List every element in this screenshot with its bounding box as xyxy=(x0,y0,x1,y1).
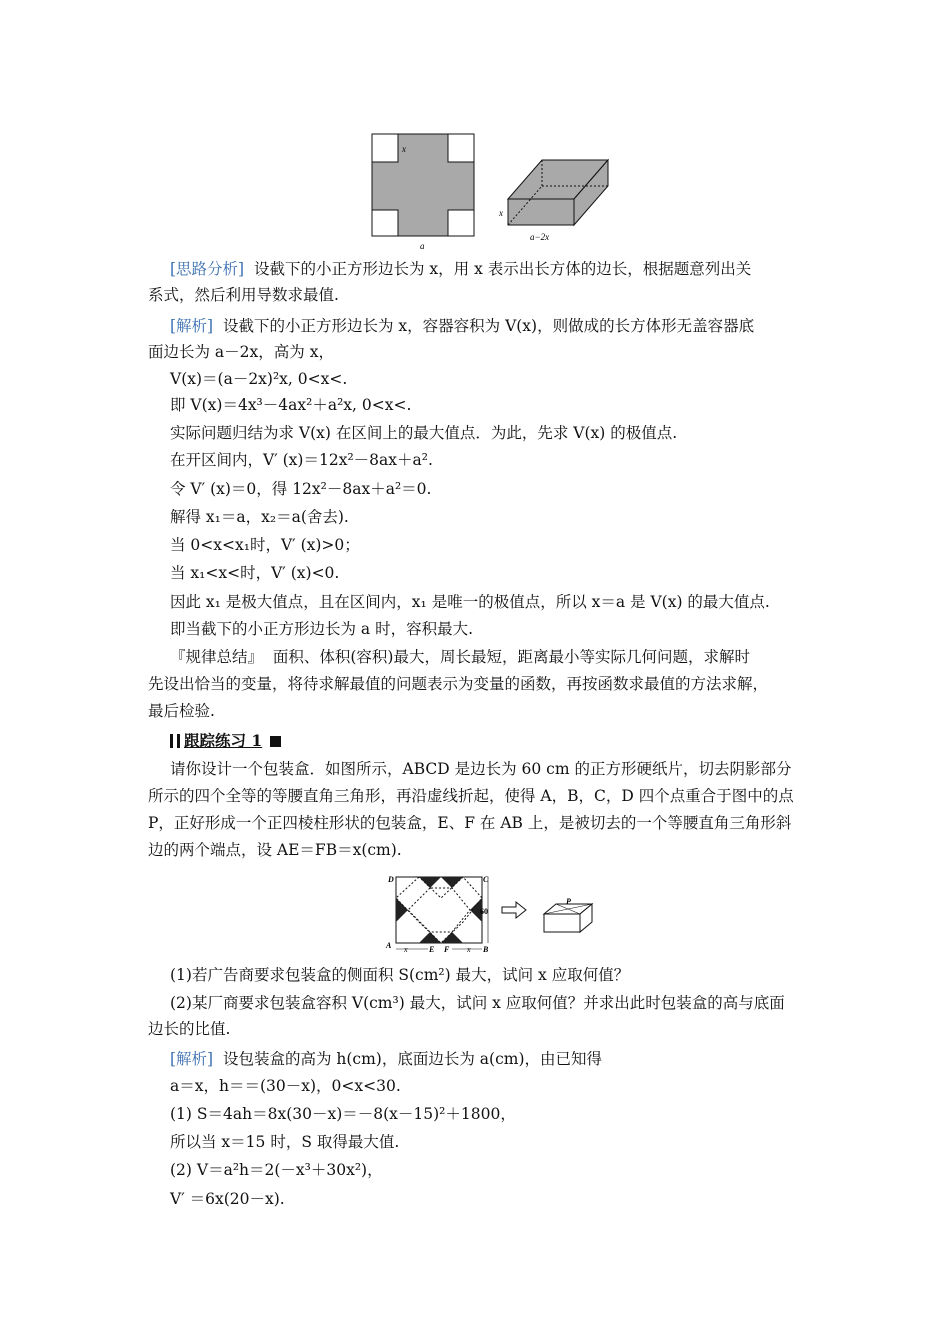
solution1-text-1: 设截下的小正方形边长为 x，容器容积为 V(x)，则做成的长方体形无盖容器底 xyxy=(222,317,755,335)
sheet-square xyxy=(385,875,489,954)
label-P: P xyxy=(566,897,571,906)
label-box-height: x xyxy=(499,208,503,218)
solution1-line-3: 实际问题归结为求 V(x) 在区间上的最大值点．为此，先求 V(x) 的极值点. xyxy=(170,424,678,442)
summary-line-2: 先设出恰当的变量，将待求解最值的问题表示为变量的函数，再按函数求最值的方法求解， xyxy=(148,675,769,693)
solution1-line-1 xyxy=(170,314,820,338)
analysis-line-1 xyxy=(170,257,820,281)
summary-line-3: 最后检验. xyxy=(148,702,215,720)
solution1-line-6: 解得 x₁＝a，x₂＝a(舍去). xyxy=(170,508,349,526)
solution2-line-6: V′ ＝6x(20－x). xyxy=(170,1190,285,1208)
solution2-line-4: 所以当 x＝15 时，S 取得最大值. xyxy=(170,1133,400,1151)
analysis-line-2: 系式，然后利用导数求最值. xyxy=(148,286,339,304)
label-C: C xyxy=(483,875,489,884)
label-side-60: 60 xyxy=(480,907,488,916)
solution2-text-1: 设包装盒的高为 h(cm)，底面边长为 a(cm)，由已知得 xyxy=(222,1050,602,1068)
analysis-tag: [思路分析] xyxy=(170,260,245,278)
exercise-header-title: 跟踪练习 1 xyxy=(184,731,263,750)
solution1-tag: [解析] xyxy=(170,317,214,335)
exercise-line-2: 所示的四个全等的等腰直角三角形，再沿虚线折起，使得 A，B，C，D 四个点重合于图中的点 xyxy=(148,787,794,805)
label-x: x xyxy=(402,144,406,154)
solution2-line-3: (1) S＝4ah＝8x(30－x)＝－8(x－15)²＋1800， xyxy=(170,1105,516,1123)
summary-tag: 『规律总结』 xyxy=(170,648,264,666)
solution2-line-1 xyxy=(170,1047,820,1071)
label-x-right: x xyxy=(467,945,471,954)
exercise-line-1: 请你设计一个包装盒．如图所示，ABCD 是边长为 60 cm 的正方形硬纸片，切去阴影部分 xyxy=(170,760,792,778)
exercise-line-3: P，正好形成一个正四棱柱形状的包装盒，E、F 在 AB 上，是被切去的一个等腰直角三角形斜 xyxy=(148,814,792,832)
label-F: F xyxy=(444,945,450,954)
exercise-header xyxy=(170,729,820,753)
solution1-line-4: 在开区间内，V′ (x)＝12x²－8ax＋a². xyxy=(170,451,433,469)
solution1-line-9: 因此 x₁ 是极大值点，且在区间内，x₁ 是唯一的极值点，所以 x＝a 是 V(x) 的最大值点. xyxy=(170,593,770,611)
solution1-line-10: 即当截下的小正方形边长为 a 时，容积最大. xyxy=(170,620,474,638)
question-1: (1)若广告商要求包装盒的侧面积 S(cm²) 最大，试问 x 应取何值？ xyxy=(170,966,630,984)
solution1-eq-1: V(x)＝(a－2x)²x, 0<x<. xyxy=(170,370,348,388)
summary-line-1 xyxy=(170,645,820,669)
label-box-base: a−2x xyxy=(530,232,550,242)
summary-text-1: 面积、体积(容积)最大，周长最短，距离最小等实际几何问题，求解时 xyxy=(272,648,750,666)
label-D: D xyxy=(388,875,394,884)
package-box xyxy=(544,897,592,932)
solution2-tag: [解析] xyxy=(170,1050,214,1068)
label-B: B xyxy=(483,945,489,954)
solution1-eq-2: 即 V(x)＝4x³－4ax²＋a²x, 0<x<. xyxy=(170,396,412,414)
analysis-text-1: 设截下的小正方形边长为 x，用 x 表示出长方体的边长，根据题意列出关 xyxy=(253,260,752,278)
label-x-left: x xyxy=(404,945,408,954)
figure-cut-sheet-and-box xyxy=(368,132,616,254)
arrow-icon xyxy=(502,902,526,918)
label-a: a xyxy=(420,241,425,251)
solution2-line-5: (2) V＝a²h＝2(－x³＋30x²)， xyxy=(170,1161,383,1179)
open-box xyxy=(498,160,608,242)
solution1-line-5: 令 V′ (x)＝0，得 12x²－8ax＋a²＝0. xyxy=(170,480,432,498)
solution1-line-7: 当 0<x<x₁时，V′ (x)>0； xyxy=(170,536,360,554)
label-A: A xyxy=(386,941,392,950)
header-bar-icon xyxy=(170,734,173,748)
cut-sheet xyxy=(372,134,474,251)
question-2-line-1: (2)某厂商要求包装盒容积 V(cm³) 最大，试问 x 应取何值？并求出此时包装盒的高与底面 xyxy=(170,994,785,1012)
header-bar-icon xyxy=(177,734,180,748)
solution2-line-2: a＝x，h＝＝(30－x)，0<x<30. xyxy=(170,1077,401,1095)
exercise-line-4: 边的两个端点，设 AE＝FB＝x(cm). xyxy=(148,841,402,859)
solution1-line-8: 当 x₁<x<时，V′ (x)<0. xyxy=(170,564,340,582)
question-2-line-2: 边长的比值. xyxy=(148,1020,231,1038)
label-E: E xyxy=(429,945,435,954)
solution1-line-2: 面边长为 a－2x，高为 x， xyxy=(148,343,334,361)
figure-package-sheet xyxy=(384,870,604,956)
header-square-icon xyxy=(270,736,281,747)
